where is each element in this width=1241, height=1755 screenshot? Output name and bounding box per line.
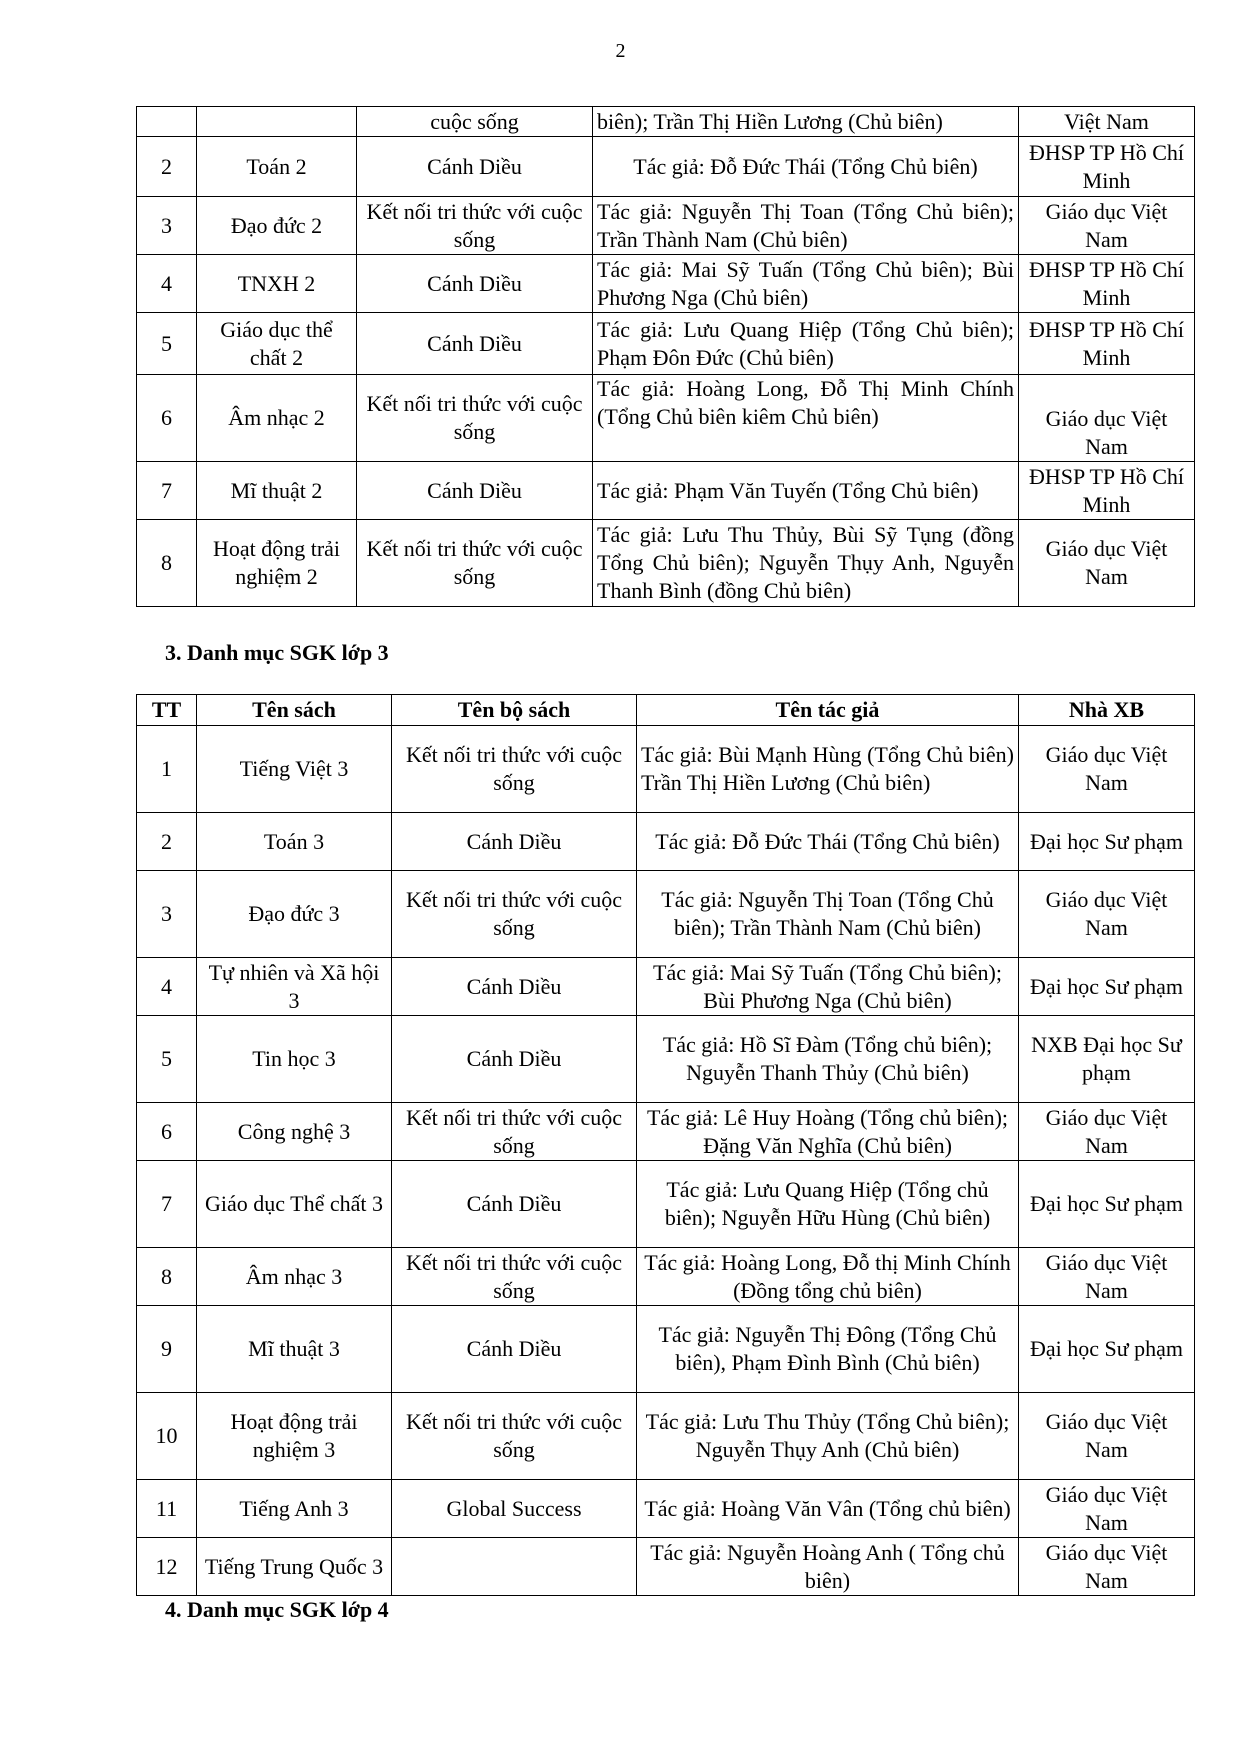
cell-name: Hoạt động trải nghiệm 2 [197, 520, 357, 607]
cell-authors: Tác giả: Lưu Quang Hiệp (Tổng chủ biên); Nguyễn Hữu Hùng (Chủ biên) [637, 1161, 1019, 1248]
cell-name: Âm nhạc 3 [197, 1248, 392, 1306]
cell-name: Tiếng Anh 3 [197, 1480, 392, 1538]
cell-name: Toán 3 [197, 813, 392, 871]
table-row [137, 1393, 1195, 1480]
cell-tt: 8 [137, 520, 197, 607]
cell-series: Global Success [392, 1480, 637, 1538]
cell-tt: 7 [137, 1161, 197, 1248]
table-row [137, 313, 1195, 375]
table-row [137, 107, 1195, 137]
cell-name [197, 107, 357, 137]
cell-authors: Tác giả: Lê Huy Hoàng (Tổng chủ biên); Đặng Văn Nghĩa (Chủ biên) [637, 1103, 1019, 1161]
cell-name: Toán 2 [197, 137, 357, 197]
cell-authors: Tác giả: Mai Sỹ Tuấn (Tổng Chủ biên); Bùi Phương Nga (Chủ biên) [593, 255, 1019, 313]
cell-name: Đạo đức 3 [197, 871, 392, 958]
cell-name: Giáo dục Thể chất 3 [197, 1161, 392, 1248]
cell-publisher: ĐHSP TP Hồ Chí Minh [1019, 255, 1195, 313]
cell-publisher: Giáo dục Việt Nam [1019, 726, 1195, 813]
cell-name: Tiếng Trung Quốc 3 [197, 1538, 392, 1596]
cell-series: Cánh Diều [357, 137, 593, 197]
cell-name: Đạo đức 2 [197, 197, 357, 255]
cell-publisher: ĐHSP TP Hồ Chí Minh [1019, 462, 1195, 520]
cell-tt: 12 [137, 1538, 197, 1596]
table-row [137, 871, 1195, 958]
header-tt: TT [137, 695, 197, 726]
header-name: Tên sách [197, 695, 392, 726]
grade2-table [136, 106, 1195, 607]
cell-tt: 11 [137, 1480, 197, 1538]
table-row [137, 520, 1195, 607]
cell-tt: 10 [137, 1393, 197, 1480]
cell-authors: Tác giả: Nguyễn Thị Toan (Tổng Chủ biên); Trần Thành Nam (Chủ biên) [593, 197, 1019, 255]
cell-tt: 2 [137, 137, 197, 197]
section-heading-grade3: 3. Danh mục SGK lớp 3 [165, 640, 389, 665]
cell-tt: 6 [137, 375, 197, 462]
cell-authors: Tác giả: Phạm Văn Tuyến (Tổng Chủ biên) [593, 462, 1019, 520]
cell-publisher: Việt Nam [1019, 107, 1195, 137]
cell-authors: Tác giả: Mai Sỹ Tuấn (Tổng Chủ biên); Bùi Phương Nga (Chủ biên) [637, 958, 1019, 1016]
table-row [137, 1480, 1195, 1538]
table-row [137, 1103, 1195, 1161]
cell-authors: Tác giả: Đỗ Đức Thái (Tổng Chủ biên) [637, 813, 1019, 871]
cell-publisher: ĐHSP TP Hồ Chí Minh [1019, 313, 1195, 375]
section-heading-grade4: 4. Danh mục SGK lớp 4 [165, 1597, 389, 1622]
cell-name: Âm nhạc 2 [197, 375, 357, 462]
cell-series: Cánh Diều [357, 255, 593, 313]
table-row [137, 1248, 1195, 1306]
cell-series: cuộc sống [357, 107, 593, 137]
cell-name: Mĩ thuật 2 [197, 462, 357, 520]
table-row [137, 462, 1195, 520]
grade3-table [136, 694, 1195, 1596]
cell-publisher: Giáo dục Việt Nam [1019, 520, 1195, 607]
header-authors: Tên tác giả [637, 695, 1019, 726]
cell-tt: 8 [137, 1248, 197, 1306]
cell-tt: 4 [137, 958, 197, 1016]
cell-tt: 3 [137, 197, 197, 255]
cell-authors: Tác giả: Lưu Quang Hiệp (Tổng Chủ biên); Phạm Đôn Đức (Chủ biên) [593, 313, 1019, 375]
table-row [137, 813, 1195, 871]
cell-series: Kết nối tri thức với cuộc sống [392, 1393, 637, 1480]
table-row [137, 255, 1195, 313]
cell-publisher: Giáo dục Việt Nam [1019, 1538, 1195, 1596]
cell-series: Cánh Diều [357, 313, 593, 375]
cell-name: Công nghệ 3 [197, 1103, 392, 1161]
cell-series: Cánh Diều [392, 1016, 637, 1103]
cell-series: Kết nối tri thức với cuộc sống [392, 1248, 637, 1306]
cell-tt: 2 [137, 813, 197, 871]
cell-authors: Tác giả: Nguyễn Thị Toan (Tổng Chủ biên); Trần Thành Nam (Chủ biên) [637, 871, 1019, 958]
cell-name: TNXH 2 [197, 255, 357, 313]
cell-series: Kết nối tri thức với cuộc sống [392, 726, 637, 813]
cell-series: Cánh Diều [392, 958, 637, 1016]
table-row [137, 1306, 1195, 1393]
cell-tt: 9 [137, 1306, 197, 1393]
cell-publisher: Giáo dục Việt Nam [1019, 1393, 1195, 1480]
table-row [137, 197, 1195, 255]
cell-authors: Tác giả: Hoàng Long, Đỗ Thị Minh Chính (Tổng Chủ biên kiêm Chủ biên) [593, 375, 1019, 462]
cell-series: Kết nối tri thức với cuộc sống [392, 1103, 637, 1161]
cell-authors: Tác giả: Lưu Thu Thủy (Tổng Chủ biên); Nguyễn Thụy Anh (Chủ biên) [637, 1393, 1019, 1480]
cell-authors: biên); Trần Thị Hiền Lương (Chủ biên) [593, 107, 1019, 137]
page-number: 2 [615, 40, 626, 62]
cell-publisher: Giáo dục Việt Nam [1019, 1480, 1195, 1538]
table-header-row [137, 695, 1195, 726]
cell-publisher: NXB Đại học Sư phạm [1019, 1016, 1195, 1103]
table-row [137, 375, 1195, 462]
table-row [137, 958, 1195, 1016]
cell-publisher: Giáo dục Việt Nam [1019, 375, 1195, 462]
cell-tt: 3 [137, 871, 197, 958]
cell-series: Cánh Diều [392, 1161, 637, 1248]
cell-publisher: Đại học Sư phạm [1019, 813, 1195, 871]
cell-tt: 1 [137, 726, 197, 813]
cell-publisher: Giáo dục Việt Nam [1019, 197, 1195, 255]
cell-tt: 5 [137, 313, 197, 375]
cell-tt: 5 [137, 1016, 197, 1103]
cell-publisher: Đại học Sư phạm [1019, 958, 1195, 1016]
cell-authors: Tác giả: Lưu Thu Thủy, Bùi Sỹ Tụng (đồng Tổng Chủ biên); Nguyễn Thụy Anh, Nguyễn Thanh Bình (đồng Chủ biên) [593, 520, 1019, 607]
cell-name: Tiếng Việt 3 [197, 726, 392, 813]
table-row [137, 726, 1195, 813]
cell-authors: Tác giả: Hoàng Long, Đỗ thị Minh Chính (Đồng tổng chủ biên) [637, 1248, 1019, 1306]
cell-series: Kết nối tri thức với cuộc sống [357, 375, 593, 462]
cell-series: Cánh Diều [357, 462, 593, 520]
cell-name: Giáo dục thể chất 2 [197, 313, 357, 375]
cell-name: Mĩ thuật 3 [197, 1306, 392, 1393]
header-series: Tên bộ sách [392, 695, 637, 726]
cell-name: Hoạt động trải nghiệm 3 [197, 1393, 392, 1480]
cell-tt: 6 [137, 1103, 197, 1161]
cell-series: Cánh Diều [392, 1306, 637, 1393]
cell-series: Kết nối tri thức với cuộc sống [357, 197, 593, 255]
cell-tt [137, 107, 197, 137]
table-row [137, 1538, 1195, 1596]
table-row [137, 1016, 1195, 1103]
cell-authors: Tác giả: Hoàng Văn Vân (Tổng chủ biên) [637, 1480, 1019, 1538]
cell-publisher: Đại học Sư phạm [1019, 1161, 1195, 1248]
cell-series: Cánh Diều [392, 813, 637, 871]
cell-tt: 4 [137, 255, 197, 313]
cell-publisher: Giáo dục Việt Nam [1019, 871, 1195, 958]
cell-name: Tự nhiên và Xã hội 3 [197, 958, 392, 1016]
cell-series: Kết nối tri thức với cuộc sống [357, 520, 593, 607]
cell-publisher: ĐHSP TP Hồ Chí Minh [1019, 137, 1195, 197]
cell-authors: Tác giả: Bùi Mạnh Hùng (Tổng Chủ biên) Trần Thị Hiền Lương (Chủ biên) [637, 726, 1019, 813]
cell-name: Tin học 3 [197, 1016, 392, 1103]
cell-series: Kết nối tri thức với cuộc sống [392, 871, 637, 958]
cell-tt: 7 [137, 462, 197, 520]
table-row [137, 137, 1195, 197]
cell-series [392, 1538, 637, 1596]
table-row [137, 1161, 1195, 1248]
header-publisher: Nhà XB [1019, 695, 1195, 726]
cell-authors: Tác giả: Đỗ Đức Thái (Tổng Chủ biên) [593, 137, 1019, 197]
cell-authors: Tác giả: Nguyễn Thị Đông (Tổng Chủ biên), Phạm Đình Bình (Chủ biên) [637, 1306, 1019, 1393]
cell-publisher: Giáo dục Việt Nam [1019, 1103, 1195, 1161]
cell-publisher: Giáo dục Việt Nam [1019, 1248, 1195, 1306]
cell-authors: Tác giả: Hồ Sĩ Đàm (Tổng chủ biên); Nguyễn Thanh Thủy (Chủ biên) [637, 1016, 1019, 1103]
cell-publisher: Đại học Sư phạm [1019, 1306, 1195, 1393]
cell-authors: Tác giả: Nguyễn Hoàng Anh ( Tổng chủ biên) [637, 1538, 1019, 1596]
